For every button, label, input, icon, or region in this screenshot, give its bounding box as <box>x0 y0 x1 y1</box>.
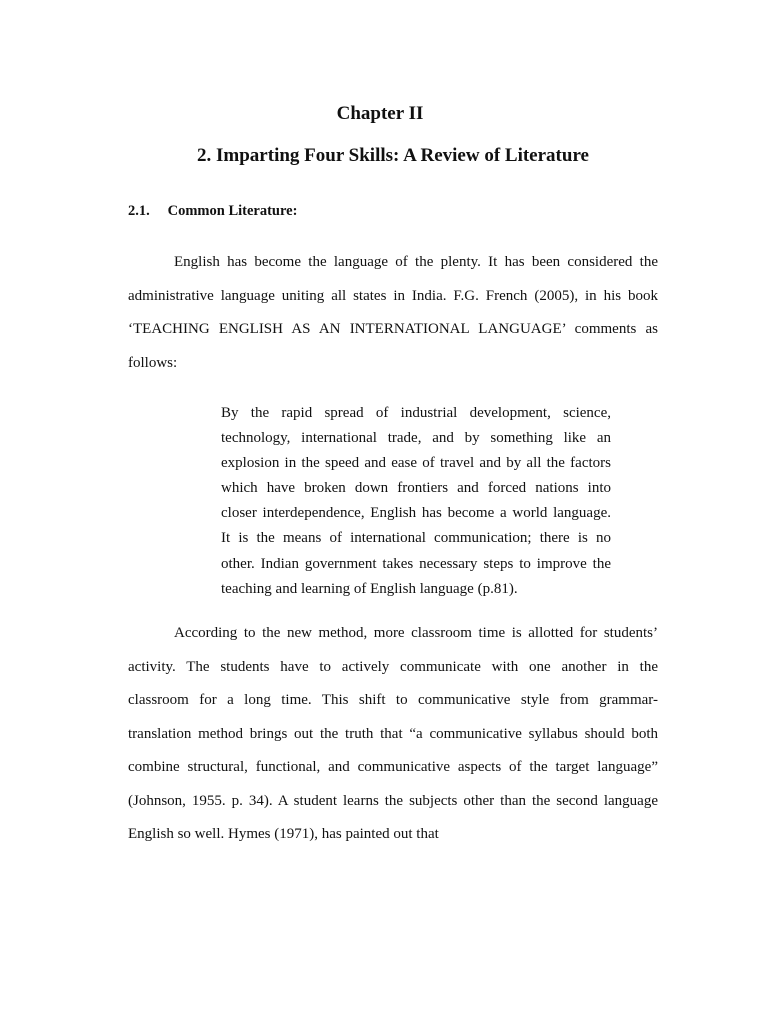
quote-line: It is the means of international communication; there is no <box>221 530 611 547</box>
paragraph-line: follows: <box>128 354 178 371</box>
quote-line: which have broken down frontiers and forced nations into <box>221 480 611 497</box>
quote-line: technology, international trade, and by something like an <box>221 430 611 447</box>
section-heading <box>128 203 297 220</box>
quote-line: closer interdependence, English has become a world language. <box>221 505 611 522</box>
section-number: 2.1. <box>128 203 150 219</box>
paragraph-line: English so well. Hymes (1971), has painted out that <box>128 826 439 842</box>
paragraph-line: combine structural, functional, and communicative aspects of the target language” <box>128 759 658 775</box>
quote-line: By the rapid spread of industrial development, science, <box>221 405 611 421</box>
paragraph-line: ‘TEACHING ENGLISH AS AN INTERNATIONAL LANGUAGE’ comments as <box>128 321 658 337</box>
quote-line: other. Indian government takes necessary steps to improve the <box>221 555 611 572</box>
paragraph-line: English has become the language of the plenty. It has been considered the <box>174 254 658 270</box>
paragraph-line: activity. The students have to actively communicate with one another in the <box>128 658 658 675</box>
section-title: Common Literature: <box>167 203 298 219</box>
quote-line: teaching and learning of English language (p.81). <box>221 580 518 597</box>
paragraph-intro <box>128 246 658 380</box>
block-quote <box>221 401 611 602</box>
paragraph-method <box>128 617 658 852</box>
paragraph-line: administrative language uniting all states in India. F.G. French (2005), in his book <box>128 287 658 304</box>
paragraph-line: According to the new method, more classroom time is allotted for students’ <box>174 625 658 641</box>
paragraph-line: translation method brings out the truth that “a communicative syllabus should both <box>128 725 658 742</box>
paragraph-line: (Johnson, 1955. p. 34). A student learns the subjects other than the second language <box>128 792 658 809</box>
quote-line: explosion in the speed and ease of travel and by all the factors <box>221 455 611 472</box>
paragraph-line: classroom for a long time. This shift to communicative style from grammar- <box>128 692 658 708</box>
chapter-title: 2. Imparting Four Skills: A Review of Literature <box>197 145 589 166</box>
chapter-heading: Chapter II <box>336 103 424 124</box>
